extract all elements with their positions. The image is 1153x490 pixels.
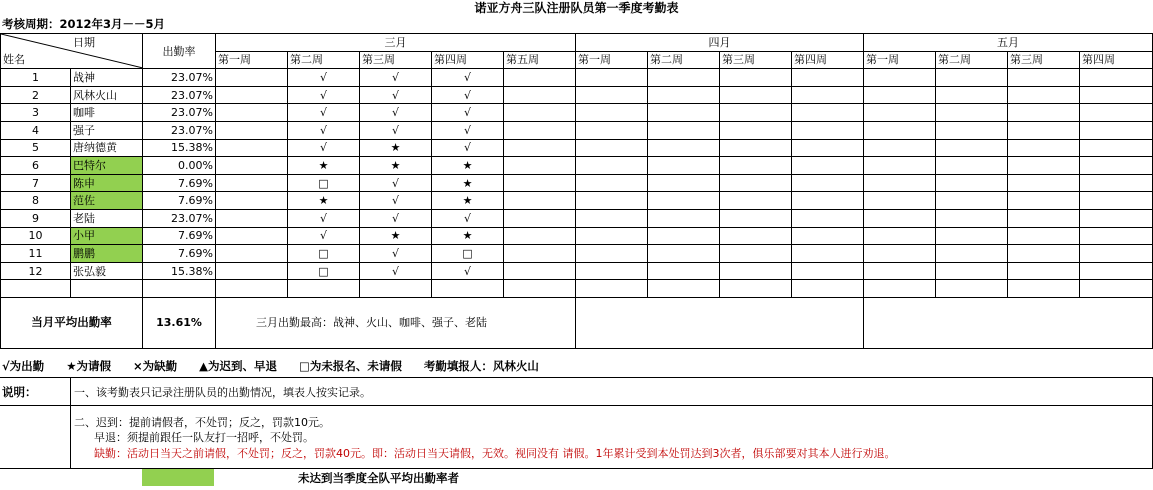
member-row [1, 262, 1153, 280]
mark-cell: √ [360, 86, 432, 104]
member-name: 张弘毅 [71, 262, 143, 280]
member-name: 强子 [71, 121, 143, 139]
row-number: 12 [1, 262, 71, 280]
row-number: 7 [1, 174, 71, 192]
mark-cell: □ [288, 262, 360, 280]
divider [0, 377, 1153, 378]
may-summary-cell [864, 297, 1153, 348]
mark-cell: ★ [288, 192, 360, 210]
legend-late: ▲为迟到、早退 [199, 359, 278, 373]
week-header: 第二周 [288, 51, 360, 69]
row-number: 5 [1, 139, 71, 157]
attendance-rate: 23.07% [143, 86, 216, 104]
mark-cell: √ [288, 121, 360, 139]
week-header: 第四周 [432, 51, 504, 69]
mark-cell: √ [432, 209, 504, 227]
note-line-3: 早退：须提前跟任一队友打一招呼，不处罚。 [94, 431, 314, 444]
date-header-label: 日期 [73, 36, 95, 49]
mark-cell: √ [432, 86, 504, 104]
note-line-1: 一、该考勤表只记录注册队员的出勤情况，填表人按实记录。 [74, 386, 371, 399]
week-header: 第三周 [720, 51, 792, 69]
member-name: 战神 [71, 69, 143, 87]
legend-reporter: 考勤填报人：风林火山 [423, 359, 539, 373]
note-line-4 [94, 445, 896, 461]
row-number: 2 [1, 86, 71, 104]
mark-cell: ★ [288, 157, 360, 175]
week-header: 第一周 [216, 51, 288, 69]
attendance-rate: 23.07% [143, 209, 216, 227]
member-row [1, 174, 1153, 192]
week-header: 第三周 [1008, 51, 1080, 69]
sheet-title: 诺亚方舟三队注册队员第一季度考勤表 [474, 1, 679, 15]
attendance-table [0, 33, 1153, 349]
week-header: 第五周 [504, 51, 576, 69]
mark-cell: √ [288, 86, 360, 104]
mark-cell: √ [360, 174, 432, 192]
member-row [1, 139, 1153, 157]
month-header-march: 三月 [216, 34, 576, 52]
attendance-rate: 15.38% [143, 139, 216, 157]
notes-section [0, 377, 1153, 490]
week-header: 第二周 [936, 51, 1008, 69]
mark-cell: □ [288, 174, 360, 192]
member-row [1, 157, 1153, 175]
row-number: 6 [1, 157, 71, 175]
row-number: 11 [1, 245, 71, 263]
member-name: 小甲 [71, 227, 143, 245]
member-row [1, 69, 1153, 87]
mark-cell: ★ [432, 192, 504, 210]
month-header-april: 四月 [576, 34, 864, 52]
attendance-rate: 23.07% [143, 104, 216, 122]
member-row [1, 245, 1153, 263]
member-name: 陈申 [71, 174, 143, 192]
mark-cell: ★ [360, 157, 432, 175]
mark-cell: ★ [432, 227, 504, 245]
row-number: 9 [1, 209, 71, 227]
member-row [1, 227, 1153, 245]
mark-cell: √ [288, 209, 360, 227]
member-name: 巴特尔 [71, 157, 143, 175]
mark-cell: √ [360, 245, 432, 263]
member-row [1, 104, 1153, 122]
empty-row [1, 280, 1153, 298]
mark-cell: √ [360, 104, 432, 122]
note-line-4-label: 缺勤： [94, 447, 127, 460]
rate-header: 出勤率 [143, 34, 216, 69]
summary-row [1, 297, 1153, 348]
notes-label: 说明： [2, 385, 37, 399]
member-name: 咖啡 [71, 104, 143, 122]
mark-cell: √ [432, 139, 504, 157]
week-header: 第一周 [864, 51, 936, 69]
mark-cell: √ [360, 69, 432, 87]
attendance-rate: 7.69% [143, 192, 216, 210]
mark-cell: √ [432, 121, 504, 139]
row-number: 1 [1, 69, 71, 87]
row-number: 3 [1, 104, 71, 122]
divider [70, 377, 71, 468]
member-row [1, 209, 1153, 227]
legend-leave: ★为请假 [66, 359, 111, 373]
mark-cell: √ [360, 121, 432, 139]
note-line-4-text: 活动日当天之前请假，不处罚；反之，罚款40元。即：活动日当天请假，无效。视同没有 请假。1年累计受到本处罚达到3次者，俱乐部要对其本人进行劝退。 [127, 447, 896, 460]
member-name: 唐纳德黄 [71, 139, 143, 157]
attendance-rate: 15.38% [143, 262, 216, 280]
member-row [1, 121, 1153, 139]
mark-cell: √ [432, 262, 504, 280]
row-number: 10 [1, 227, 71, 245]
mark-cell: ★ [432, 157, 504, 175]
name-header-label: 姓名 [3, 53, 25, 66]
legend-present: √为出勤 [2, 359, 45, 373]
attendance-rate: 23.07% [143, 69, 216, 87]
highlight-meaning: 未达到当季度全队平均出勤率者 [298, 471, 459, 485]
mark-cell: √ [432, 69, 504, 87]
attendance-rate: 0.00% [143, 157, 216, 175]
divider [0, 405, 1153, 406]
legend [2, 357, 557, 375]
mark-cell: √ [288, 104, 360, 122]
week-header: 第一周 [576, 51, 648, 69]
legend-absent: ×为缺勤 [133, 359, 178, 373]
row-number: 8 [1, 192, 71, 210]
assessment-period: 考核周期：2012年3月－－5月 [2, 17, 166, 31]
attendance-rate: 23.07% [143, 121, 216, 139]
member-name: 范佐 [71, 192, 143, 210]
member-name: 鹏鹏 [71, 245, 143, 263]
highlight-swatch [142, 469, 214, 486]
mark-cell: □ [432, 245, 504, 263]
monthly-average-label: 当月平均出勤率 [1, 297, 143, 348]
note-line-2: 二、迟到：提前请假者，不处罚；反之，罚款10元。 [74, 416, 330, 429]
member-name: 老陆 [71, 209, 143, 227]
attendance-rate: 7.69% [143, 174, 216, 192]
mark-cell: √ [288, 227, 360, 245]
month-header-may: 五月 [864, 34, 1153, 52]
mark-cell: √ [432, 104, 504, 122]
april-summary-cell [576, 297, 864, 348]
row-number: 4 [1, 121, 71, 139]
attendance-rate: 7.69% [143, 245, 216, 263]
attendance-rate: 7.69% [143, 227, 216, 245]
mark-cell: ★ [360, 139, 432, 157]
mark-cell: □ [288, 245, 360, 263]
header-diagonal-cell [1, 34, 143, 69]
monthly-average-value: 13.61% [143, 297, 216, 348]
legend-unregistered: □为未报名、未请假 [299, 359, 402, 373]
mark-cell: ★ [360, 227, 432, 245]
week-header: 第三周 [360, 51, 432, 69]
mark-cell: √ [360, 209, 432, 227]
mark-cell: √ [360, 262, 432, 280]
march-top-attendance: 三月出勤最高：战神、火山、咖啡、强子、老陆 [216, 297, 576, 348]
member-name: 风林火山 [71, 86, 143, 104]
mark-cell: √ [288, 69, 360, 87]
member-row [1, 86, 1153, 104]
week-header: 第二周 [648, 51, 720, 69]
mark-cell: ★ [432, 174, 504, 192]
mark-cell: √ [288, 139, 360, 157]
week-header: 第四周 [792, 51, 864, 69]
mark-cell: √ [360, 192, 432, 210]
week-header: 第四周 [1080, 51, 1153, 69]
member-row [1, 192, 1153, 210]
